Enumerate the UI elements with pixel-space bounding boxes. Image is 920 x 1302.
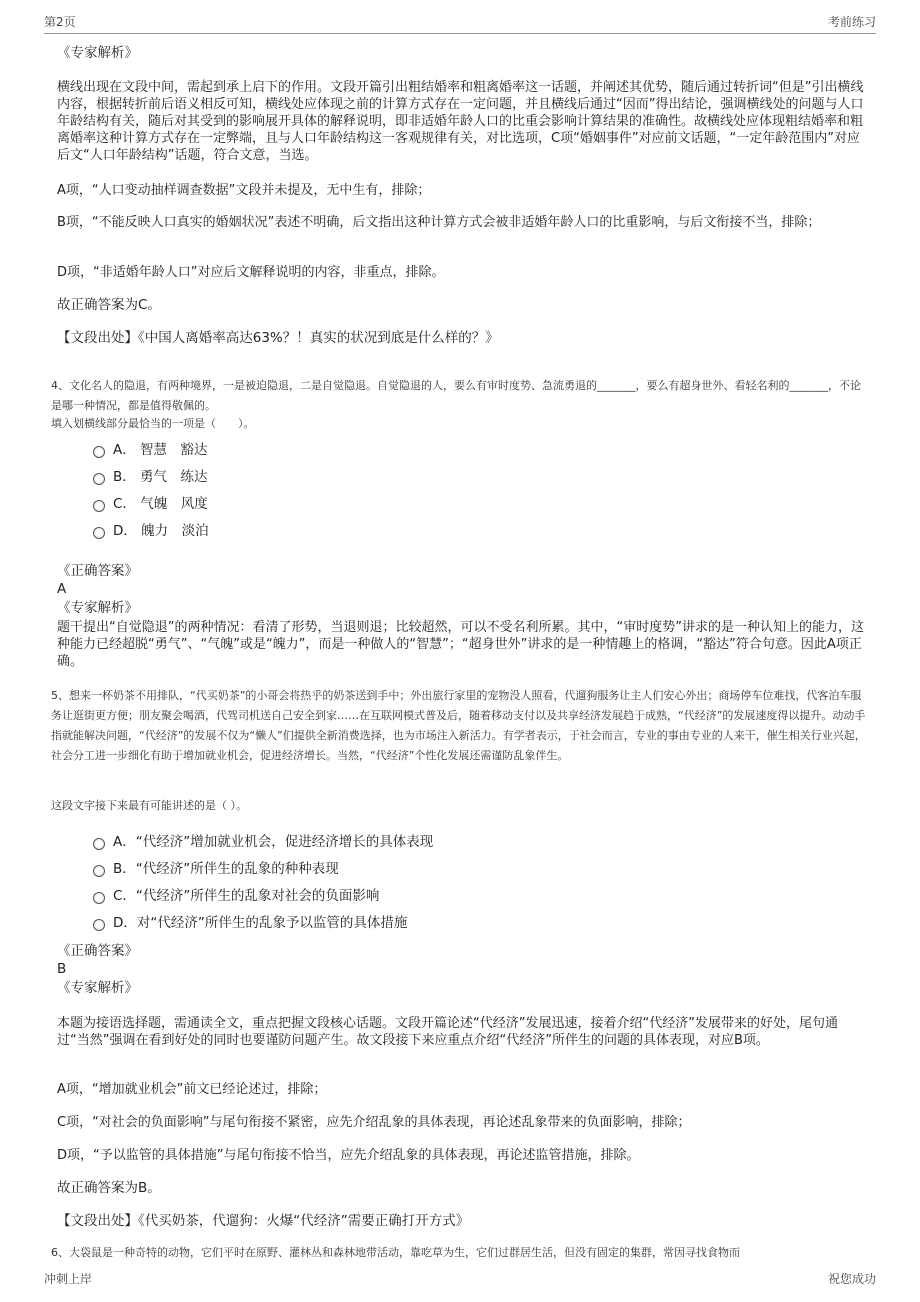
q3-analysis-body: 横线出现在文段中间，需起到承上启下的作用。文段开篇引出粗结婚率和粗离婚率这一话题，并阐述其优势，随后通过转折词“但是”引出横线内容，根据转折前后语义相反可知，横线处应体现之前的计算方式存在一定问题，并且横线后通过“因而”得出结论，强调横线处的问题与人口年龄结构有关，随后对其受到的影响展开具体的解释说明，即非适婚年龄人口的比重会影响计算结果的准确性。故横线处应体现粗结婚率和粗离婚率这种计算方式存在一定弊端，且与人口年龄结构这一客观规律有关，对比选项，C项“婚姻事件”对应前文话题，“一定年龄范围内”对应后文“人口年龄结构”话题，符合文意，当选。 [57, 80, 864, 163]
q5-source: 【文段出处】《代买奶茶，代遛狗：火爆“代经济”需要正确打开方式》 [57, 1213, 470, 1229]
radio-icon[interactable] [93, 892, 105, 904]
q4-option-c-label: C． 气魄 风度 [113, 496, 208, 512]
q5-option-a-analysis: A项，“增加就业机会”前文已经论述过，排除； [57, 1082, 327, 1097]
q4-option-b-label: B． 勇气 练达 [113, 469, 208, 485]
page-header [44, 13, 876, 34]
q4-option-a[interactable] [93, 441, 208, 459]
q4-option-a-label: A． 智慧 豁达 [113, 442, 208, 458]
q4-option-b[interactable] [93, 468, 208, 486]
q5-stem: 5、想来一杯奶茶不用排队，“代买奶茶”的小哥会将热乎的奶茶送到手中；外出旅行家里的宠物没人照看，代遛狗服务让主人们安心外出；商场停车位难找，代客泊车服务让逛街更方便；朋友聚会喝酒，代驾司机送自己安全到家……在互联网模式普及后，随着移动支付以及共享经济发展趋于成熟，“代经济”的发展速度得以提升。动动手指就能解决问题，“代经济”的发展不仅为“懒人”们提供全新消费选择，也为市场注入新活力。有学者表示，于社会而言，专业的事由专业的人来干，催生相关行业兴起，社会分工进一步细化有助于增加就业机会，促进经济增长。当然，“代经济”个性化发展还需谨防乱象伴生。 [51, 689, 866, 762]
header-title: 考前练习 [827, 15, 876, 29]
radio-icon[interactable] [93, 527, 105, 539]
q6-stem: 6、大袋鼠是一种奇特的动物，它们平时在原野、灌林丛和森林地带活动，靠吃草为生，它们过群居生活，但没有固定的集群，常因寻找食物而 [51, 1246, 740, 1259]
q3-option-d-analysis: D项，“非适婚年龄人口”对应后文解释说明的内容，非重点，排除。 [57, 265, 445, 280]
radio-icon[interactable] [93, 865, 105, 877]
radio-icon[interactable] [93, 838, 105, 850]
q3-option-a-analysis: A项，“人口变动抽样调查数据”文段并未提及，无中生有，排除； [57, 183, 431, 198]
q5-option-c-analysis: C项，“对社会的负面影响”与尾句衔接不紧密，应先介绍乱象的具体表现，再论述乱象带来的负面影响，排除； [57, 1115, 691, 1130]
page-number: 第2页 [44, 15, 76, 29]
q5-option-b[interactable] [93, 860, 339, 878]
q5-option-d-label: D．对“代经济”所伴生的乱象予以监管的具体措施 [113, 915, 408, 931]
q4-option-d[interactable] [93, 522, 209, 540]
q5-option-a[interactable] [93, 833, 433, 851]
q4-analysis-body: 题干提出“自觉隐退”的两种情况：看清了形势，当退则退；比较超然，可以不受名利所累。其中，“审时度势”讲求的是一种认知上的能力，这种能力已经超脱“勇气”、“气魄”或是“魄力”，而是一种做人的“智慧”；“超身世外”讲求的是一种情趣上的格调，“豁达”符合句意。因此A项正确。 [57, 620, 864, 669]
q5-option-c-label: C．“代经济”所伴生的乱象对社会的负面影响 [113, 888, 380, 904]
q4-prompt: 填入划横线部分最恰当的一项是（ ）。 [51, 417, 255, 430]
footer-left-text: 冲刺上岸 [44, 1272, 93, 1286]
radio-icon[interactable] [93, 919, 105, 931]
q4-analysis-title: 《专家解析》 [57, 600, 138, 616]
q5-analysis-title: 《专家解析》 [57, 980, 138, 996]
q5-option-d-analysis: D项，“予以监管的具体措施”与尾句衔接不恰当，应先介绍乱象的具体表现，再论述监管措施，排除。 [57, 1148, 640, 1163]
q4-answer-title: 《正确答案》 [57, 563, 138, 579]
page-footer [44, 1270, 876, 1287]
q4-answer: A [57, 581, 67, 597]
q3-conclusion: 故正确答案为C。 [57, 297, 161, 313]
radio-icon[interactable] [93, 446, 105, 458]
q5-conclusion: 故正确答案为B。 [57, 1180, 161, 1196]
q4-option-d-label: D． 魄力 淡泊 [113, 523, 209, 539]
q5-analysis-body: 本题为接语选择题，需通读全文，重点把握文段核心话题。文段开篇论述“代经济”发展迅速，接着介绍“代经济”发展带来的好处，尾句通过“当然”强调在看到好处的同时也要谨防问题产生。故文段接下来应重点介绍“代经济”所伴生的问题的具体表现，对应B项。 [57, 1016, 838, 1048]
q5-answer-title: 《正确答案》 [57, 943, 138, 959]
footer-right-text: 祝您成功 [827, 1272, 876, 1286]
q5-option-a-label: A．“代经济”增加就业机会，促进经济增长的具体表现 [113, 834, 434, 850]
q5-prompt: 这段文字接下来最有可能讲述的是（ ）。 [51, 799, 247, 812]
q5-option-d[interactable] [93, 914, 407, 932]
q5-answer: B [57, 961, 67, 977]
radio-icon[interactable] [93, 473, 105, 485]
q5-option-c[interactable] [93, 887, 379, 905]
q3-source: 【文段出处】《中国人离婚率高达63%？！真实的状况到底是什么样的？》 [57, 330, 499, 346]
q4-stem: 4、文化名人的隐退，有两种境界，一是被迫隐退，二是自觉隐退。自觉隐退的人，要么有审时度势、急流勇退的_______，要么有超身世外、看轻名利的_______，不论是哪一种情况，都是值得敬佩的。 [51, 379, 861, 412]
q5-option-b-label: B．“代经济”所伴生的乱象的种种表现 [113, 861, 339, 877]
q3-option-b-analysis: B项，“不能反映人口真实的婚姻状况”表述不明确，后文指出这种计算方式会被非适婚年龄人口的比重影响，与后文衔接不当，排除； [57, 215, 821, 230]
q4-option-c[interactable] [93, 495, 208, 513]
radio-icon[interactable] [93, 500, 105, 512]
q3-analysis-title: 《专家解析》 [57, 45, 138, 61]
